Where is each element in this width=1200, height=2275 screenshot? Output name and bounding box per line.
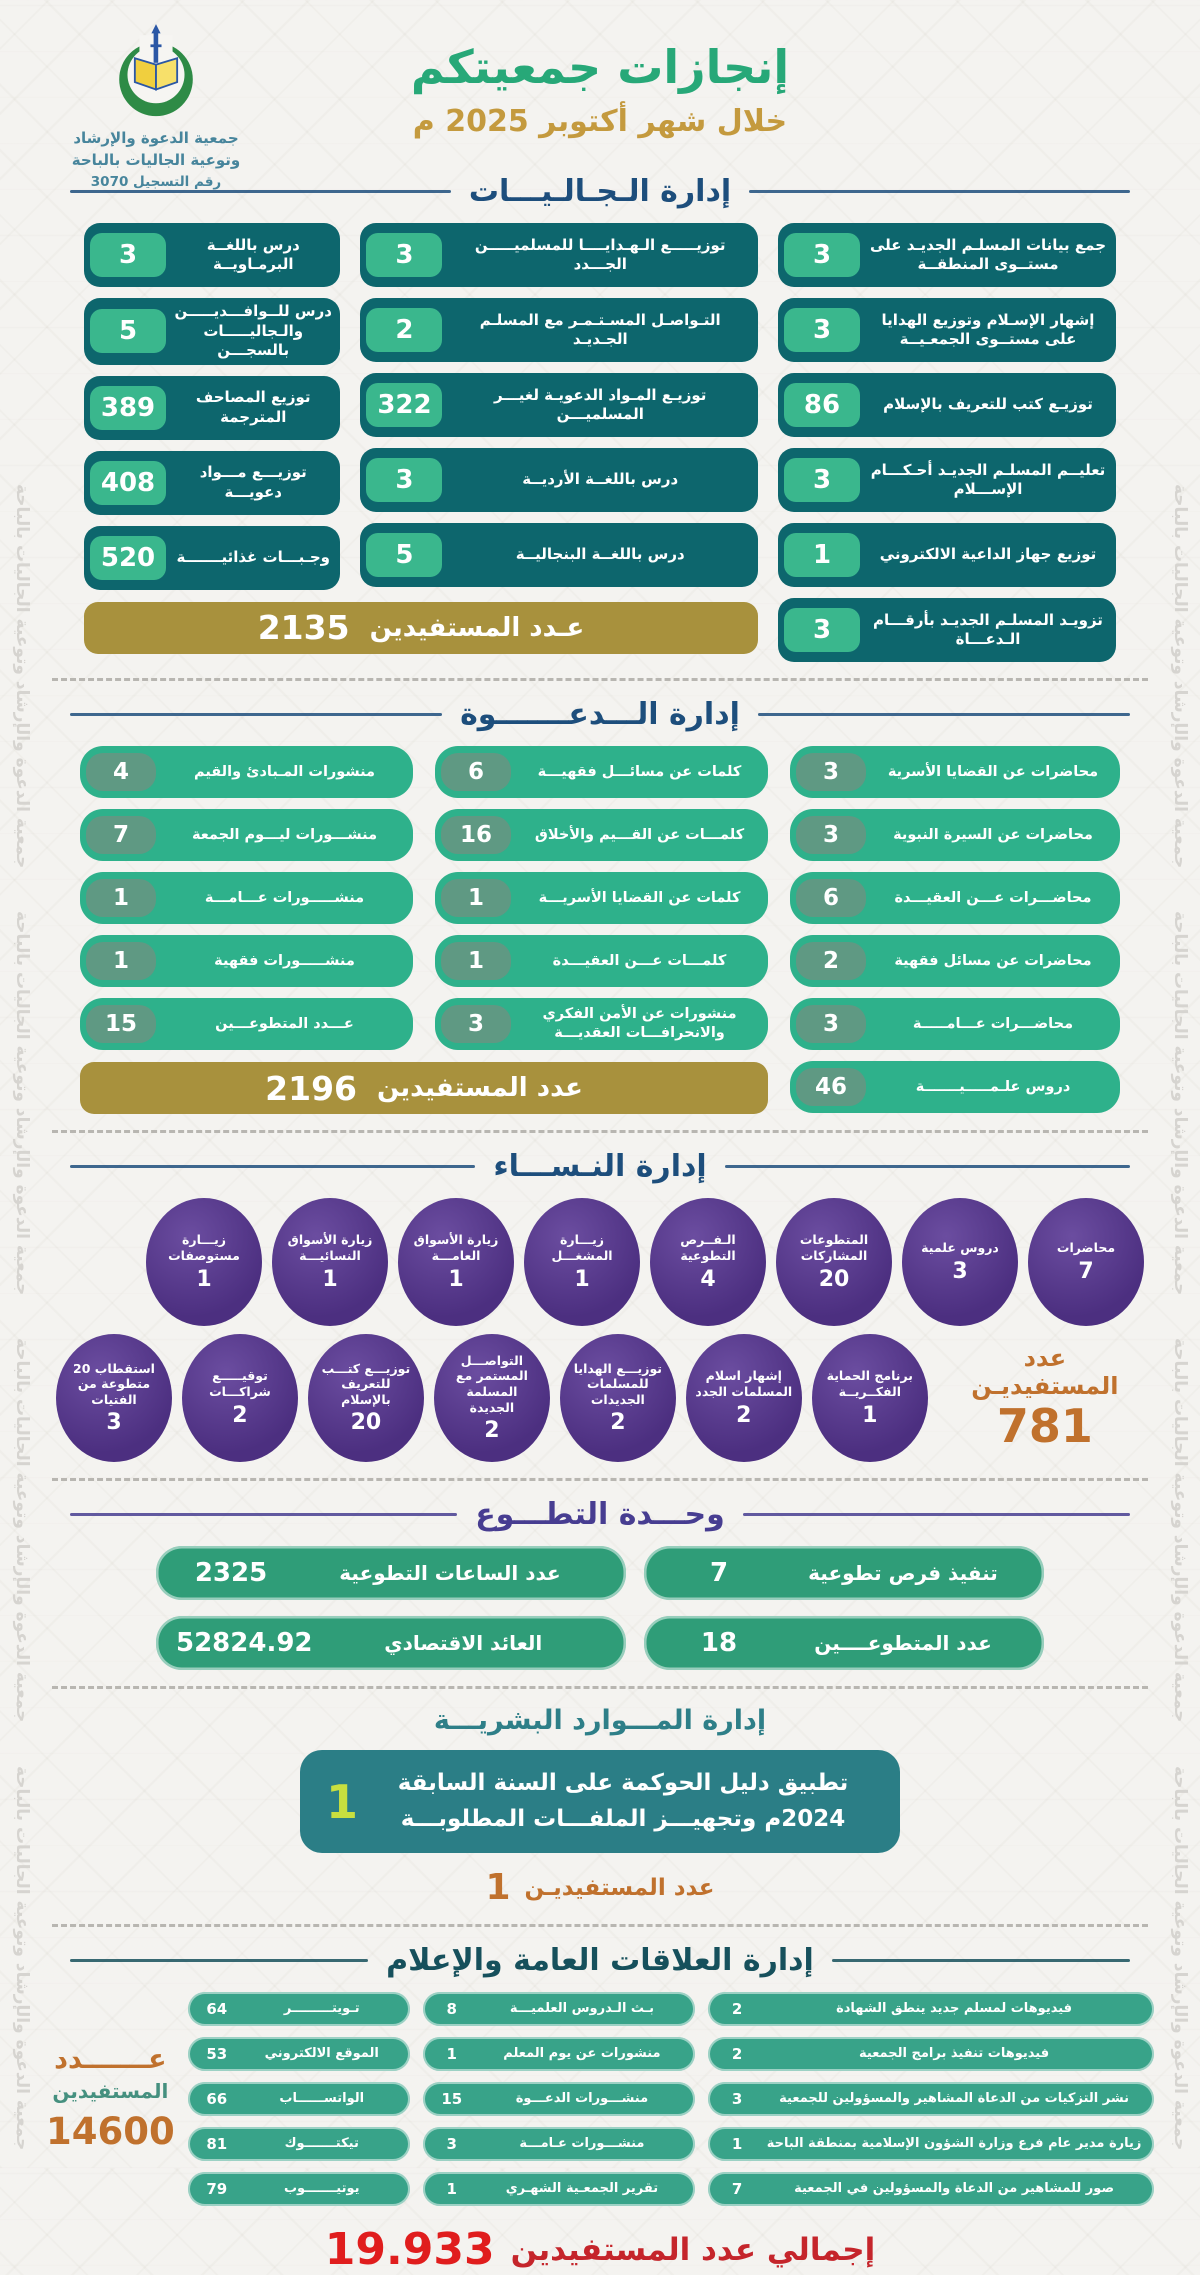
stat-label: كلمـــات عن القـــيم والأخلاق	[534, 826, 745, 843]
stat-label: تقرير الجمعـية الشهـري	[505, 2180, 659, 2196]
stat-label: زيـــارة مستوصفات	[168, 1232, 240, 1263]
stat-label: توقيـــــع شراكـــات	[209, 1368, 271, 1399]
stat-value: 2	[484, 1418, 500, 1444]
stat-pill	[80, 746, 413, 798]
stat-value: 3	[441, 1005, 511, 1043]
stat-label: منشـــــورات فقهية	[214, 952, 355, 969]
beneficiaries-value: 2135	[257, 608, 350, 647]
stat-value: 1	[322, 1266, 338, 1292]
stat-circle	[308, 1334, 424, 1462]
stat-label: محاضـــرات عـــامـــــة	[912, 1015, 1074, 1032]
stat-value: 2	[610, 1410, 626, 1436]
dawah-col-middle	[435, 746, 768, 1050]
stat-label: تـويتـــــــــر	[283, 2000, 360, 2016]
stat-label: منشـــورات ليـــوم الجمعة	[191, 826, 378, 843]
header	[0, 0, 1200, 190]
stat-label: فيديوهات لمسلم جديد ينطق الشهادة	[836, 2000, 1073, 2016]
stat-pill	[778, 448, 1116, 512]
stat-pill	[360, 373, 758, 437]
stat-label: العائد الاقتصادي	[384, 1631, 543, 1655]
stat-label: درس باللغــة البرمـاويــة	[206, 235, 300, 273]
stat-pill	[360, 223, 758, 287]
stat-pill	[188, 2127, 410, 2161]
dawah-col-left	[80, 746, 413, 1050]
stat-value: 1	[446, 2045, 457, 2064]
stat-value: 53	[206, 2045, 228, 2064]
beneficiaries-label: عدد المستفيديـن	[971, 1343, 1119, 1400]
stat-label: دروس علـمـــــيـــــــة	[915, 1078, 1071, 1095]
stat-value: 1	[86, 942, 156, 980]
section-dawah	[80, 746, 1120, 1114]
stat-circle	[524, 1198, 640, 1326]
section-title-communities: إدارة الـجـالـيـــات	[70, 174, 1130, 209]
section-media	[46, 1992, 1154, 2206]
beneficiaries-value: 2196	[265, 1068, 357, 1108]
stat-value: 3	[796, 816, 866, 854]
stat-label: منشورات عن يوم المعلم	[503, 2045, 661, 2061]
stat-value: 2	[796, 942, 866, 980]
stat-value: 2	[366, 308, 442, 352]
section-communities	[84, 223, 1116, 662]
stat-value: 7	[86, 816, 156, 854]
stat-value: 2	[731, 2045, 743, 2064]
association-logo-block	[66, 24, 246, 190]
stat-value: 3	[952, 1258, 968, 1284]
section-title-women: إدارة النـســـاء	[70, 1149, 1130, 1184]
stat-value: 1	[784, 533, 860, 577]
stat-value: 15	[86, 1005, 156, 1043]
page-title: إنجازات جمعيتكم	[410, 40, 790, 94]
women-row-1	[56, 1198, 1144, 1326]
women-row-2	[56, 1334, 1144, 1462]
stat-value: 5	[366, 533, 442, 577]
stat-value: 6	[441, 753, 511, 791]
stat-pill	[435, 998, 768, 1050]
media-col-right	[708, 1992, 1154, 2206]
stat-label: دروس علمية	[921, 1240, 999, 1256]
side-watermark-text: جمعية الدعوة والإرشاد وتوعية الجاليات بالباحة	[1170, 483, 1190, 869]
stat-label: توزيـــع مـــواد دعويـــة	[199, 463, 307, 501]
stat-value: 86	[784, 383, 860, 427]
stat-pill	[790, 935, 1120, 987]
stat-value: 1	[441, 942, 511, 980]
stat-label: درس باللغــة الأرديــة	[522, 470, 679, 489]
stat-value: 1	[196, 1266, 212, 1292]
stat-value: 3	[784, 608, 860, 652]
stat-value: 3	[796, 753, 866, 791]
stat-circle	[434, 1334, 550, 1462]
stat-pill	[156, 1616, 626, 1670]
stat-pill	[84, 223, 340, 287]
stat-value: 2	[736, 1402, 752, 1428]
stat-value: 1	[441, 879, 511, 917]
media-col-middle	[423, 1992, 695, 2206]
side-watermark-text: جمعية الدعوة والإرشاد وتوعية الجاليات بالباحة	[12, 911, 32, 1296]
stat-pill	[80, 998, 413, 1050]
stat-label: تعليــم المسلـم الجديـد أحـكـــام الإســـلام	[870, 460, 1106, 498]
stat-pill	[790, 1061, 1120, 1113]
section-separator	[52, 678, 1148, 681]
stat-value: 8	[446, 2000, 457, 2019]
side-watermark-text: جمعية الدعوة والإرشاد وتوعية الجاليات بالباحة	[12, 1765, 32, 2150]
section-volunteer	[156, 1546, 1044, 1670]
stat-pill	[84, 451, 340, 515]
stat-pill	[435, 746, 768, 798]
stat-value: 7	[731, 2180, 743, 2199]
beneficiaries-value: 14600	[46, 2110, 175, 2154]
stat-circle	[272, 1198, 388, 1326]
stat-label: محاضرات عن القضايا الأسرية	[887, 763, 1099, 780]
stat-label: كلمات عن مسائـــل فقهيـــة	[537, 763, 742, 780]
stat-pill	[435, 935, 768, 987]
stat-label: استقطاب 20 متطوعة من الفتيات	[73, 1360, 155, 1407]
stat-label: توزيـــــع الـهـدايــــا للمسلميـــــن الجـــدد	[474, 235, 726, 273]
stat-pill	[644, 1546, 1044, 1600]
women-beneficiaries	[938, 1344, 1144, 1453]
stat-label: صور للمشاهير من الدعاة والمسؤولين في الجمعية	[794, 2180, 1115, 2196]
stat-value: 20	[818, 1266, 850, 1292]
stat-pill	[84, 376, 340, 440]
stat-pill	[423, 2172, 695, 2206]
dawah-wrap	[80, 746, 768, 1114]
stat-label: التـواصـل المسـتـمـر مع المسلـم الجـديـد	[479, 310, 721, 348]
stat-pill	[84, 526, 340, 590]
stat-circle	[146, 1198, 262, 1326]
stat-circle	[56, 1334, 172, 1462]
beneficiaries-label: عـدد المستفيدين	[369, 612, 585, 643]
stat-value: 3	[446, 2135, 457, 2154]
stat-label: فيديوهات تنفيذ برامج الجمعية	[859, 2045, 1050, 2061]
stat-label: توزيع المصاحف المترجمة	[195, 388, 311, 426]
stat-label: منشـــــورات عـــامـــة	[204, 889, 365, 906]
stat-pill	[360, 448, 758, 512]
stat-pill	[360, 298, 758, 362]
stat-value: 1	[448, 1266, 464, 1292]
section-title-dawah: إدارة الـــدعـــــــوة	[70, 697, 1130, 732]
side-watermark-right	[1164, 0, 1194, 2168]
stat-pill	[778, 373, 1116, 437]
section-separator	[52, 1478, 1148, 1481]
stat-value: 20	[350, 1410, 382, 1436]
stat-pill	[790, 746, 1120, 798]
stat-label: إشهار اسلام المسلمات الجدد	[695, 1368, 793, 1399]
stat-value: 16	[441, 816, 511, 854]
stat-pill	[778, 223, 1116, 287]
stat-value: 1	[326, 1774, 359, 1829]
stat-label: منشورات المـبادئ والقيم	[193, 763, 376, 780]
stat-value: 46	[796, 1068, 866, 1106]
stat-pill	[84, 298, 340, 365]
stat-value: 1	[86, 879, 156, 917]
stat-pill	[188, 2172, 410, 2206]
stat-pill	[790, 809, 1120, 861]
stat-label: منشورات عن الأمن الفكري والانحرافـــات العقديـــة	[542, 1006, 737, 1041]
grand-total	[0, 2224, 1200, 2275]
stat-label: نشر التزكيات من الدعاة المشاهير والمسؤولين للجمعية	[779, 2090, 1129, 2106]
stat-pill	[156, 1546, 626, 1600]
association-logo-icon	[110, 24, 202, 120]
stat-value: 3	[106, 1410, 122, 1436]
stat-value: 4	[86, 753, 156, 791]
stat-label: يوتيـــــــوب	[283, 2180, 360, 2196]
stat-label: تزويـد المسلـم الجديـد بأرقـــام الـدعـــاة	[873, 610, 1103, 648]
stat-label: زيـــارة المشغـــل	[551, 1232, 613, 1263]
stat-pill	[80, 935, 413, 987]
section-separator	[52, 1924, 1148, 1927]
stat-value: 322	[366, 383, 442, 427]
stat-label: عدد المتطوعــــين	[814, 1631, 992, 1655]
stat-pill	[790, 998, 1120, 1050]
dawah-col-right	[790, 746, 1120, 1113]
stat-label: الموقع الالكتروني	[264, 2045, 379, 2061]
stat-value: 5	[90, 309, 166, 353]
stat-value: 66	[206, 2090, 228, 2109]
stat-value: 18	[700, 1628, 738, 1658]
side-watermark-text: جمعية الدعوة والإرشاد وتوعية الجاليات بالباحة	[12, 483, 32, 869]
section-title-media: إدارة العلاقات العامة والإعلام	[70, 1943, 1130, 1978]
stat-label: تيكتـــــــوك	[284, 2135, 359, 2151]
section-women	[56, 1198, 1144, 1462]
stat-pill	[360, 523, 758, 587]
communities-col-left	[84, 223, 340, 590]
grand-total-value: 19.933	[324, 2224, 495, 2275]
stat-value: 79	[206, 2180, 228, 2199]
stat-value: 15	[441, 2090, 463, 2109]
stat-value: 6	[796, 879, 866, 917]
stat-value: 52824.92	[176, 1628, 313, 1658]
stat-label: محاضـــرات عـــن العقيـــدة	[894, 889, 1092, 906]
hr-stat-box	[300, 1750, 900, 1853]
stat-label: عدد الساعات التطوعية	[339, 1561, 561, 1585]
org-registration: رقم التسجيل 3070	[90, 173, 222, 190]
stat-label: تطبيق دليل الحوكمة على السنة السابقة 2024م وتجهيـــز الملفـــات المطلوبـــة	[397, 1770, 849, 1832]
beneficiaries-label: عـــــــدد	[54, 2043, 167, 2075]
stat-value: 1	[446, 2180, 457, 2199]
side-watermark-text: جمعية الدعوة والإرشاد وتوعية الجاليات بالباحة	[1170, 911, 1190, 1296]
stat-label: الواتســــــاب	[279, 2090, 365, 2106]
beneficiaries-value: 1	[485, 1867, 511, 1909]
stat-pill	[80, 809, 413, 861]
stat-label: درس باللغــة البنجاليــة	[515, 545, 685, 564]
stat-pill	[435, 872, 768, 924]
stat-pill	[708, 2127, 1154, 2161]
stat-circle	[776, 1198, 892, 1326]
stat-pill	[435, 809, 768, 861]
stat-label: منشـــورات عـامـــة	[519, 2135, 645, 2151]
stat-label: وجـبـــات غذائيـــــــة	[176, 547, 330, 566]
stat-pill	[708, 2082, 1154, 2116]
stat-pill	[644, 1616, 1044, 1670]
stat-circle	[650, 1198, 766, 1326]
stat-label: توزيـــع كتـــب للتعريف بالإسلام	[321, 1360, 411, 1407]
stat-value: 520	[90, 536, 166, 580]
stat-value: 3	[366, 233, 442, 277]
stat-value: 3	[366, 458, 442, 502]
stat-circle	[560, 1334, 676, 1462]
stat-label: توزيـــع الهدايا للمسلمات الجديدات	[573, 1360, 662, 1407]
stat-label: زيارة الأسواق النسائيـــة	[287, 1232, 373, 1263]
stat-label: توزيـع المـواد الدعويـة لغيـــر المسلميـــن	[494, 385, 707, 423]
communities-beneficiaries-bar	[84, 602, 758, 654]
org-name	[66, 128, 246, 172]
stat-label: توزيع جهاز الداعية الالكتروني	[879, 545, 1097, 564]
stat-value: 2	[731, 2000, 743, 2019]
stat-pill	[708, 1992, 1154, 2026]
stat-label: المتطوعات المشاركات	[799, 1232, 869, 1263]
stat-label: التواصـــل المستمر مع المسلمة الجديدة	[455, 1352, 528, 1415]
stat-pill	[188, 2082, 410, 2116]
stat-label: كلمـــات عـــن العقيـــدة	[552, 952, 727, 969]
stat-label: إشهار الإسـلام وتوزيع الهدايا على مستــوى الجمعـيــة	[881, 310, 1095, 348]
stat-value: 7	[709, 1558, 729, 1588]
stat-circle	[902, 1198, 1018, 1326]
beneficiaries-value: 781	[996, 1398, 1093, 1453]
side-watermark-text: جمعية الدعوة والإرشاد وتوعية الجاليات بالباحة	[1170, 1338, 1190, 1723]
stat-pill	[423, 2082, 695, 2116]
stat-label: محاضرات	[1056, 1240, 1116, 1256]
stat-value: 389	[90, 386, 166, 430]
stat-label: محاضرات عن السيرة النبوية	[893, 826, 1093, 843]
stat-label: عـــدد المتطوعـــين	[215, 1015, 354, 1032]
stat-value: 408	[90, 461, 166, 505]
stat-pill	[778, 298, 1116, 362]
stat-circle	[686, 1334, 802, 1462]
media-beneficiaries	[46, 2042, 175, 2157]
communities-col-middle	[360, 223, 758, 590]
communities-col-right	[778, 223, 1116, 662]
stat-value: 3	[731, 2090, 743, 2109]
stat-label: زيارة مدير عام فرع وزارة الشؤون الإسلامية بمنطقة الباحة	[766, 2135, 1142, 2151]
stat-label: بـث الـدروس العلميـــة	[509, 2000, 655, 2016]
stat-value: 3	[90, 233, 166, 277]
beneficiaries-label: عدد المستفيديـن	[524, 1874, 715, 1901]
stat-value: 1	[574, 1266, 590, 1292]
stat-value: 3	[796, 1005, 866, 1043]
stat-label: محاضرات عن مسائل فقهية	[894, 952, 1092, 969]
section-title-hr: إدارة المـــوارد البشريـــة	[433, 1705, 767, 1736]
dawah-beneficiaries-bar	[80, 1062, 768, 1114]
stat-value: 2	[232, 1402, 248, 1428]
side-watermark-text: جمعية الدعوة والإرشاد وتوعية الجاليات بالباحة	[12, 1338, 32, 1723]
stat-value: 3	[784, 233, 860, 277]
stat-pill	[790, 872, 1120, 924]
side-watermark-left	[6, 0, 36, 2168]
stat-value: 4	[700, 1266, 716, 1292]
stat-pill	[708, 2172, 1154, 2206]
stat-label: برنامج الحماية الفكــريــة	[826, 1368, 913, 1399]
stat-pill	[778, 523, 1116, 587]
stat-pill	[423, 2037, 695, 2071]
section-title-volunteer: وحـــدة التطـــوع	[70, 1497, 1130, 1532]
beneficiaries-label: عدد المستفيدين	[377, 1073, 583, 1103]
stat-label: جمع بيانات المسلـم الجديـد على مستــوى المنطقــة	[869, 235, 1107, 273]
hr-beneficiaries	[0, 1867, 1200, 1908]
communities-wrap	[84, 223, 758, 654]
stat-pill	[188, 2037, 410, 2071]
org-name-line2: وتوعية الجاليات بالباحة	[71, 150, 241, 169]
stat-circle	[1028, 1198, 1144, 1326]
beneficiaries-label: المستفيدين	[52, 2079, 169, 2104]
stat-value: 81	[206, 2135, 228, 2154]
stat-pill	[423, 1992, 695, 2026]
stat-value: 1	[731, 2135, 743, 2154]
stat-label: توزيـع كتب للتعريف بالإسلام	[883, 395, 1093, 414]
stat-circle	[812, 1334, 928, 1462]
org-name-line1: جمعية الدعوة والإرشاد	[73, 129, 239, 147]
stat-value: 3	[784, 458, 860, 502]
stat-pill	[423, 2127, 695, 2161]
page-subtitle: خلال شهر أكتوبر 2025 م	[412, 104, 788, 139]
stat-pill	[708, 2037, 1154, 2071]
stat-circle	[182, 1334, 298, 1462]
stat-value: 2325	[194, 1558, 268, 1588]
media-col-social	[188, 1992, 410, 2206]
stat-pill	[778, 598, 1116, 662]
stat-pill	[80, 872, 413, 924]
stat-circle	[398, 1198, 514, 1326]
stat-value: 64	[206, 2000, 228, 2019]
stat-pill	[188, 1992, 410, 2026]
stat-label: تنفيذ فرص تطوعية	[808, 1561, 998, 1585]
grand-total-label: إجمالي عدد المستفيدين	[510, 2231, 876, 2268]
stat-value: 3	[784, 308, 860, 352]
stat-value: 1	[862, 1402, 878, 1428]
section-separator	[52, 1130, 1148, 1133]
stat-label: درس للــوافـــديـــــن والـجاليـــــات بالسجـــن	[174, 302, 332, 359]
stat-label: منشـــورات الدعـــوة	[515, 2090, 649, 2106]
stat-label: كلمات عن القضايا الأسريـــة	[538, 889, 741, 906]
stat-label: زيارة الأسواق العامـــة	[413, 1232, 499, 1263]
section-separator	[52, 1686, 1148, 1689]
side-watermark-text: جمعية الدعوة والإرشاد وتوعية الجاليات بالباحة	[1170, 1765, 1190, 2150]
stat-value: 7	[1078, 1258, 1094, 1284]
stat-label: الـفــرص التطوعية	[680, 1232, 736, 1263]
